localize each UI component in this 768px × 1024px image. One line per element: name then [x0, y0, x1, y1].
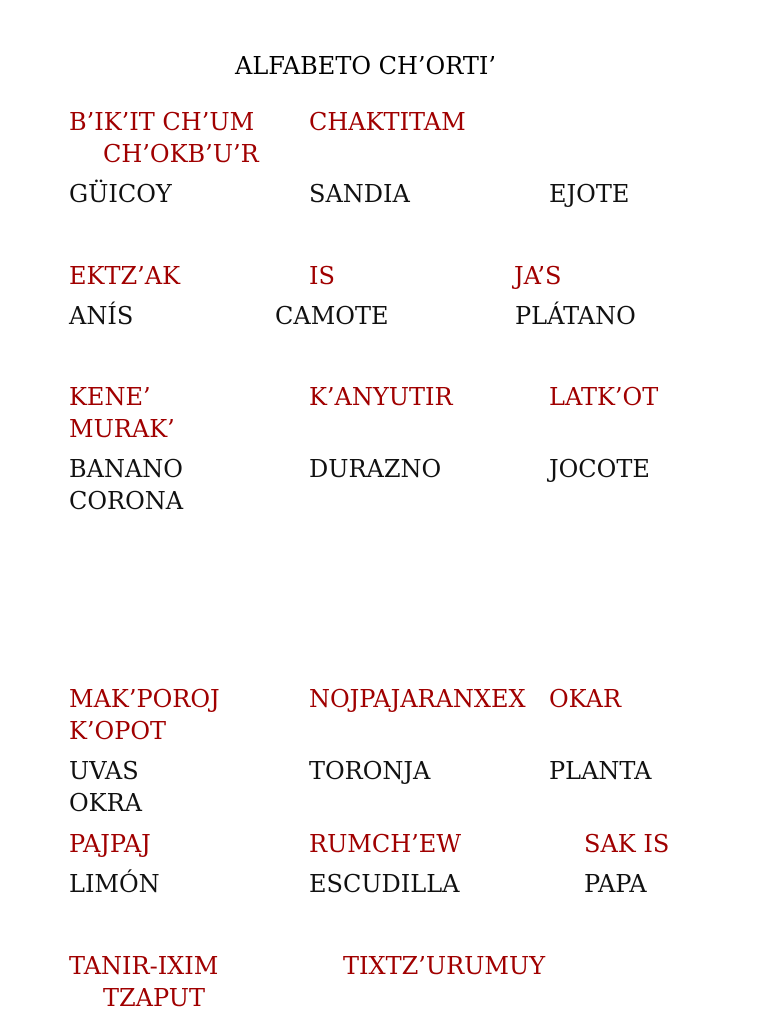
spanish-word: ANÍS — [69, 302, 134, 330]
chorti-word: SAK IS — [584, 830, 670, 858]
spanish-word: OKRA — [69, 789, 143, 817]
spanish-word: EJOTE — [549, 180, 630, 208]
chorti-word: TIXTZ’URUMUY — [343, 952, 546, 980]
chorti-word: K’OPOT — [69, 717, 167, 745]
chorti-word: EKTZ’AK — [69, 262, 181, 290]
spanish-word: TORONJA — [309, 757, 431, 785]
chorti-word: MAK’POROJ — [69, 685, 220, 713]
spanish-word: BANANO — [69, 455, 183, 483]
chorti-word: MURAK’ — [69, 415, 175, 443]
chorti-word: OKAR — [549, 685, 622, 713]
page-title: ALFABETO CH’ORTI’ — [235, 52, 496, 80]
spanish-word: SANDIA — [309, 180, 410, 208]
chorti-word: CH’OKB’U’R — [103, 140, 259, 168]
chorti-word: RUMCH’EW — [309, 830, 461, 858]
spanish-word: ESCUDILLA — [309, 870, 460, 898]
chorti-word: TANIR-IXIM — [69, 952, 219, 980]
spanish-word: PAPA — [584, 870, 647, 898]
chorti-word: CHAKTITAM — [309, 108, 466, 136]
chorti-word: IS — [309, 262, 335, 290]
chorti-word: K’ANYUTIR — [309, 383, 453, 411]
spanish-word: UVAS — [69, 757, 139, 785]
chorti-word: B’IK’IT CH’UM — [69, 108, 255, 136]
chorti-word: JA’S — [514, 262, 562, 290]
chorti-word: KENE’ — [69, 383, 151, 411]
chorti-word: TZAPUT — [103, 984, 205, 1012]
spanish-word: CORONA — [69, 487, 184, 515]
spanish-word: LIMÓN — [69, 870, 160, 898]
chorti-word: LATK’OT — [549, 383, 659, 411]
spanish-word: GÜICOY — [69, 180, 172, 208]
spanish-word: PLÁTANO — [515, 302, 636, 330]
spanish-word: PLANTA — [549, 757, 652, 785]
spanish-word: CAMOTE — [275, 302, 389, 330]
chorti-word: PAJPAJ — [69, 830, 151, 858]
spanish-word: JOCOTE — [549, 455, 650, 483]
chorti-word: NOJPAJARANXEX — [309, 685, 526, 713]
spanish-word: DURAZNO — [309, 455, 442, 483]
